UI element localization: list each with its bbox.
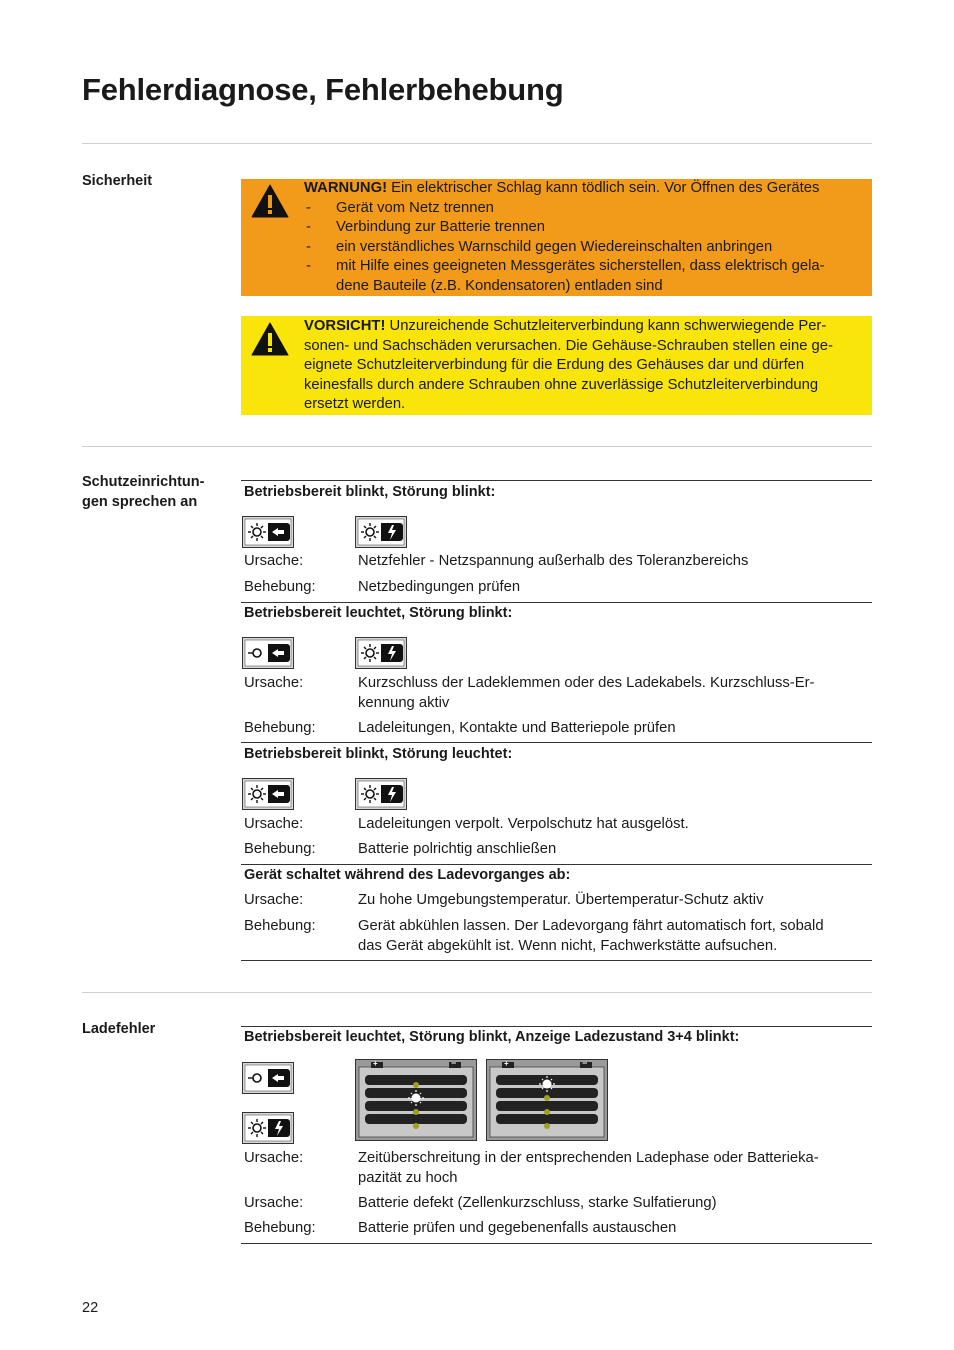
list-item-text: dene Bauteile (z.B. Kondensatoren) entladen sind	[336, 277, 663, 294]
section-label-line: Schutzeinrichtun-	[82, 474, 205, 490]
warning-intro-text: Ein elektrischer Schlag kann tödlich sein. Vor Öffnen des Gerätes	[391, 180, 820, 196]
table-rule	[241, 1026, 872, 1027]
caution-box	[241, 316, 872, 415]
fault-led-icon	[355, 778, 407, 810]
section-label-line: gen sprechen an	[82, 494, 198, 510]
caution-line: keinesfalls durch andere Schrauben ohne zuverlässige Schutzleiterverbindung	[304, 376, 819, 393]
battery-charge-indicator	[486, 1059, 608, 1141]
list-item: - mit Hilfe eines geeigneten Messgerätes sicherstellen, dass elektrisch gela-	[306, 258, 825, 274]
list-item-text: Verbindung zur Batterie trennen	[336, 219, 545, 235]
warning-lead: WARNUNG!	[304, 180, 388, 196]
row-value: Ladeleitungen verpolt. Verpolschutz hat ausgelöst.	[358, 816, 689, 832]
table-rule	[241, 864, 872, 865]
row-value: Ladeleitungen, Kontakte und Batteriepole prüfen	[358, 720, 676, 736]
list-item-text: Gerät vom Netz trennen	[336, 199, 494, 216]
row-value: Netzbedingungen prüfen	[358, 579, 521, 595]
ready-led-icon	[242, 637, 294, 669]
case-heading: Betriebsbereit leuchtet, Störung blinkt:	[244, 605, 513, 621]
caution-line: sonen- und Sachschäden verursachen. Die Gehäuse-Schrauben stellen eine ge-	[304, 337, 833, 354]
row-value	[358, 674, 868, 713]
row-value-line: Zeitüberschreitung in der entsprechenden Ladephase oder Batterieka-	[358, 1150, 819, 1166]
section-label-protection	[82, 472, 204, 512]
row-label: Ursache:	[244, 892, 304, 908]
case-heading: Gerät schaltet während des Ladevorganges ab:	[244, 867, 571, 883]
list-item-text: mit Hilfe eines geeigneten Messgerätes sicherstellen, dass elektrisch gela-	[336, 258, 825, 274]
battery-plus-label: +	[504, 1059, 509, 1068]
divider	[82, 143, 872, 144]
warning-triangle-icon	[251, 184, 289, 218]
row-value: Batterie polrichtig anschließen	[358, 841, 557, 857]
fault-led-icon	[355, 637, 407, 669]
ready-led-icon	[242, 1062, 294, 1094]
section-label-safety: Sicherheit	[82, 173, 153, 189]
row-label: Behebung:	[244, 1220, 316, 1236]
table-rule	[241, 960, 872, 961]
row-label: Behebung:	[244, 841, 316, 857]
charge-level-leds	[486, 1059, 608, 1141]
case-heading: Betriebsbereit blinkt, Störung leuchtet:	[244, 746, 513, 762]
page-title: Fehlerdiagnose, Fehlerbehebung	[82, 72, 564, 107]
caution-line: ersetzt werden.	[304, 396, 406, 412]
caution-lead: VORSICHT!	[304, 318, 386, 334]
row-value-line: kennung aktiv	[358, 694, 450, 711]
row-label: Ursache:	[244, 1150, 304, 1166]
fault-led-icon	[355, 516, 407, 548]
caution-line: eignete Schutzleiterverbindung für die Erdung des Gehäuses dar und dürfen	[304, 357, 805, 373]
row-value-line: Kurzschluss der Ladeklemmen oder des Ladekabels. Kurzschluss-Er-	[358, 675, 815, 691]
row-label: Behebung:	[244, 579, 316, 595]
row-value: Netzfehler - Netzspannung außerhalb des Toleranzbereichs	[358, 553, 749, 569]
page-number: 22	[82, 1300, 99, 1316]
case-heading: Betriebsbereit leuchtet, Störung blinkt, Anzeige Ladezustand 3+4 blinkt:	[244, 1029, 740, 1045]
list-item-continuation	[304, 277, 868, 297]
row-value: Zu hohe Umgebungstemperatur. Übertemperatur-Schutz aktiv	[358, 892, 764, 908]
battery-minus-label: −	[582, 1058, 588, 1068]
battery-minus-label: −	[451, 1058, 457, 1068]
row-value	[358, 917, 868, 956]
table-rule	[241, 742, 872, 743]
ready-led-icon	[242, 778, 294, 810]
row-value-line: pazität zu hoch	[358, 1169, 458, 1186]
warning-box	[241, 179, 872, 296]
row-value	[358, 1149, 868, 1188]
ready-led-icon	[242, 516, 294, 548]
table-rule	[241, 1243, 872, 1244]
battery-plus-label: +	[373, 1059, 378, 1068]
table-rule	[241, 602, 872, 603]
charge-level-leds	[355, 1059, 477, 1141]
list-item: - Verbindung zur Batterie trennen	[306, 219, 545, 235]
case-heading: Betriebsbereit blinkt, Störung blinkt:	[244, 484, 496, 500]
warning-intro	[304, 179, 868, 199]
list-item: - Gerät vom Netz trennen	[306, 199, 494, 216]
list-item-text: ein verständliches Warnschild gegen Wiedereinschalten anbringen	[336, 238, 773, 255]
battery-charge-indicator	[355, 1059, 477, 1141]
row-label: Ursache:	[244, 675, 304, 691]
row-label: Ursache:	[244, 553, 304, 569]
section-label-charging: Ladefehler	[82, 1021, 156, 1037]
row-value-line: Gerät abkühlen lassen. Der Ladevorgang fährt automatisch fort, sobald	[358, 918, 824, 934]
row-label: Ursache:	[244, 1195, 304, 1211]
table-rule	[241, 480, 872, 481]
row-value: Batterie defekt (Zellenkurzschluss, starke Sulfatierung)	[358, 1195, 717, 1211]
row-value: Batterie prüfen und gegebenenfalls austauschen	[358, 1220, 677, 1236]
row-label: Behebung:	[244, 918, 316, 934]
warning-triangle-icon	[251, 322, 289, 356]
caution-text: Unzureichende Schutzleiterverbindung kann schwerwiegende Per-	[389, 318, 827, 334]
divider	[82, 992, 872, 993]
list-item: - ein verständliches Warnschild gegen Wiedereinschalten anbringen	[306, 238, 773, 255]
row-value-line: das Gerät abgekühlt ist. Wenn nicht, Fachwerkstätte aufsuchen.	[358, 937, 778, 954]
caution-line	[304, 317, 868, 337]
row-label: Ursache:	[244, 816, 304, 832]
divider	[82, 446, 872, 447]
row-label: Behebung:	[244, 720, 316, 736]
fault-led-icon	[242, 1112, 294, 1144]
